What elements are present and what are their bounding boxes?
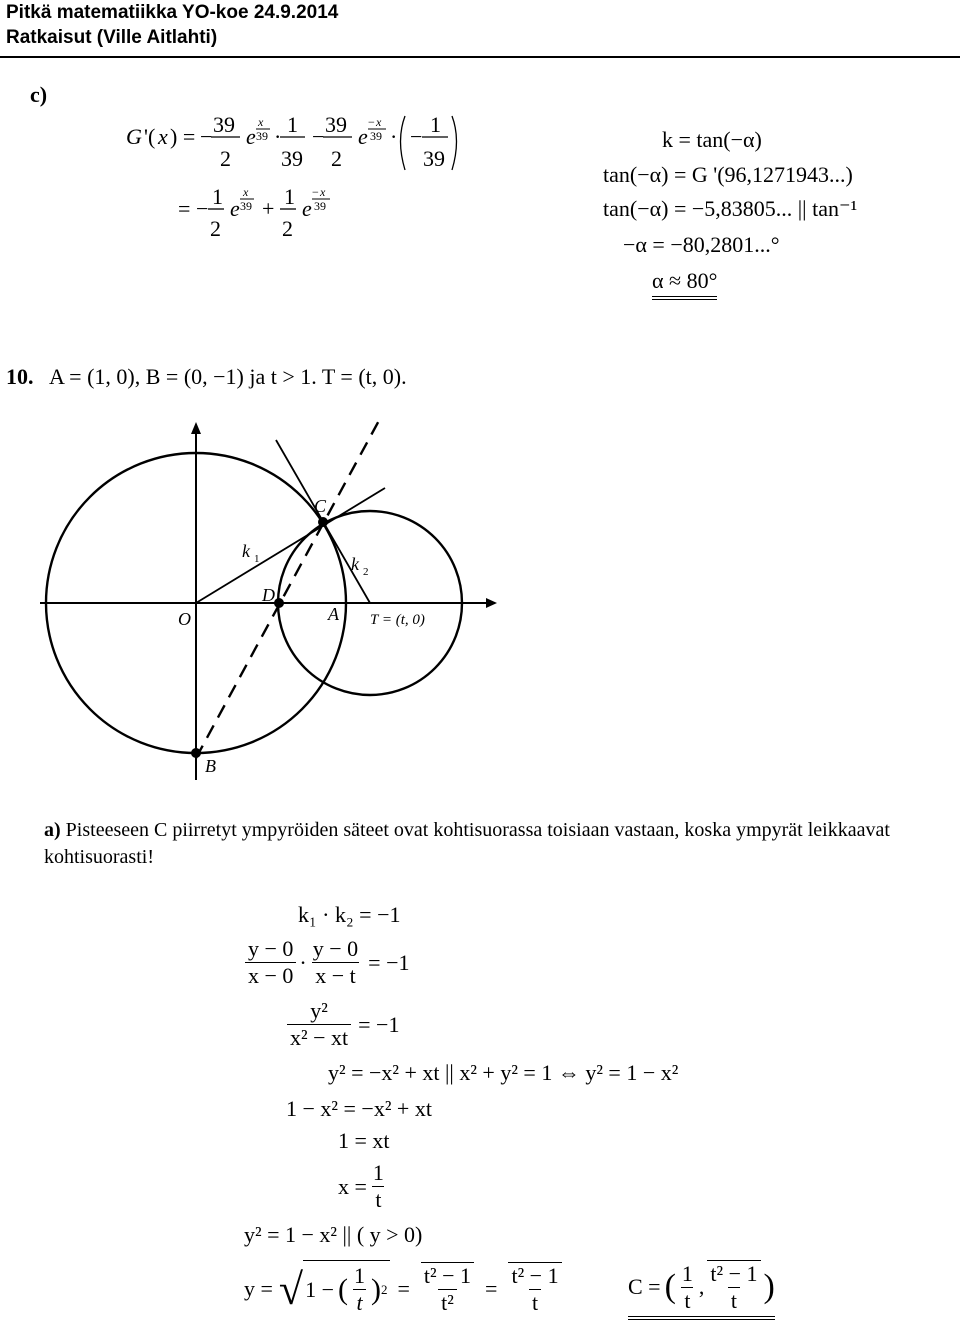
svg-text:−: − xyxy=(368,115,375,129)
svg-text:1: 1 xyxy=(212,184,223,209)
step-4: y² = −x² + xt || x² + y² = 1 ⇔ y² = 1 − x² xyxy=(328,1060,679,1085)
step-8: y² = 1 − x² || ( y > 0) xyxy=(244,1222,423,1247)
label-k2-sub: 2 xyxy=(363,566,369,578)
svg-text:·: · xyxy=(390,124,398,149)
svg-text:39: 39 xyxy=(256,129,268,143)
svg-text:e: e xyxy=(230,196,240,221)
label-k1-sub: 1 xyxy=(254,553,260,565)
svg-text:−: − xyxy=(200,124,213,149)
part-c-right-2: tan(−α) = G '(96,1271943...) xyxy=(603,162,853,187)
svg-text:−: − xyxy=(196,196,209,221)
task-statement: A = (1, 0), B = (0, −1) ja t > 1. T = (t, 0). xyxy=(49,364,407,389)
point-C xyxy=(318,517,328,527)
part-c-right-3: tan(−α) = −5,83805... || tan⁻¹ xyxy=(603,196,858,221)
label-T: T = (t, 0) xyxy=(370,612,425,628)
step-1: k₁ · k₂ = −1 xyxy=(298,902,401,927)
svg-text:x: x xyxy=(258,115,264,129)
svg-text:−: − xyxy=(312,185,319,199)
label-D: D xyxy=(262,585,275,605)
svg-text:2: 2 xyxy=(282,216,293,240)
svg-text:39: 39 xyxy=(240,199,252,213)
part-c-derivative xyxy=(100,100,480,240)
svg-text:x: x xyxy=(320,185,326,199)
step-9: y = √ 1 − ( $\frac{1}{t}$ ) 2 = $\frac{\text{t² − 1}}{\text{t²}}$ = $\frac{\text{t² − 1}}{t}$ xyxy=(244,1260,565,1318)
label-A: A xyxy=(328,604,339,624)
svg-text:) =: ) = xyxy=(170,124,196,149)
task-number: 10. xyxy=(6,364,34,389)
point-D xyxy=(274,598,284,608)
part-c-right-4: −α = −80,2801...° xyxy=(623,232,780,257)
svg-text:e: e xyxy=(358,124,368,149)
svg-text:=: = xyxy=(178,196,191,221)
svg-text:2: 2 xyxy=(220,146,231,171)
svg-text:·: · xyxy=(274,124,282,149)
step-3: $\frac{\text{y²}}{\text{x² − xt}}$ = −1 xyxy=(284,998,399,1051)
step-5: 1 − x² = −x² + xt xyxy=(286,1096,432,1121)
header-title: Pitkä matematiikka YO-koe 24.9.2014 xyxy=(6,2,339,23)
svg-text:G: G xyxy=(126,124,142,149)
part-c-right-1: k = tan(−α) xyxy=(662,127,762,152)
circle-figure xyxy=(0,410,960,790)
step-2: $\frac{y - 0}{x - 0}$ · $\frac{y - 0}{x - t}$ = −1 xyxy=(242,936,410,989)
svg-text:1: 1 xyxy=(287,112,298,137)
part-c-label: c) xyxy=(30,82,48,107)
header-author: Ratkaisut (Ville Aitlahti) xyxy=(6,27,218,48)
svg-text:x: x xyxy=(376,115,382,129)
svg-text:2: 2 xyxy=(331,146,342,171)
header-rule xyxy=(0,56,960,58)
part-c-answer: α ≈ 80° xyxy=(652,268,717,300)
svg-text:x: x xyxy=(243,185,249,199)
svg-text:39: 39 xyxy=(281,146,303,171)
y-axis-arrow xyxy=(191,422,201,434)
label-k2: k xyxy=(351,554,359,574)
svg-text:39: 39 xyxy=(314,199,326,213)
svg-text:39: 39 xyxy=(325,112,347,137)
part-a-text: Pisteeseen C piirretyt ympyröiden säteet ovat kohtisuorassa toisiaan vastaan, koska ympyrät leikkaavat kohtisuorasti! xyxy=(44,819,890,868)
label-k1: k xyxy=(242,541,250,561)
step-7: x = $\frac{1}{t}$ xyxy=(338,1160,384,1212)
svg-text:e: e xyxy=(302,196,312,221)
svg-text:+: + xyxy=(262,196,275,221)
svg-text:39: 39 xyxy=(423,146,445,171)
label-O: O xyxy=(178,609,191,629)
svg-text:x: x xyxy=(158,124,168,149)
label-C: C xyxy=(314,496,327,516)
label-B: B xyxy=(205,756,216,776)
x-axis-arrow xyxy=(486,598,497,608)
step-6: 1 = xt xyxy=(338,1128,390,1153)
svg-text:39: 39 xyxy=(213,112,235,137)
svg-text:39: 39 xyxy=(370,129,382,143)
svg-text:1: 1 xyxy=(284,184,295,209)
svg-text:2: 2 xyxy=(210,216,221,240)
svg-text:'(: '( xyxy=(144,124,156,149)
svg-text:e: e xyxy=(246,124,256,149)
point-B xyxy=(191,748,201,758)
svg-text:−: − xyxy=(410,124,423,149)
part-a-label: a) xyxy=(44,819,61,841)
final-answer: C = ( $\frac{1}{t}$ , $\frac{\text{t² − 1}}{t}$ ) xyxy=(628,1260,775,1320)
svg-text:−: − xyxy=(312,124,325,149)
svg-text:1: 1 xyxy=(430,112,441,137)
